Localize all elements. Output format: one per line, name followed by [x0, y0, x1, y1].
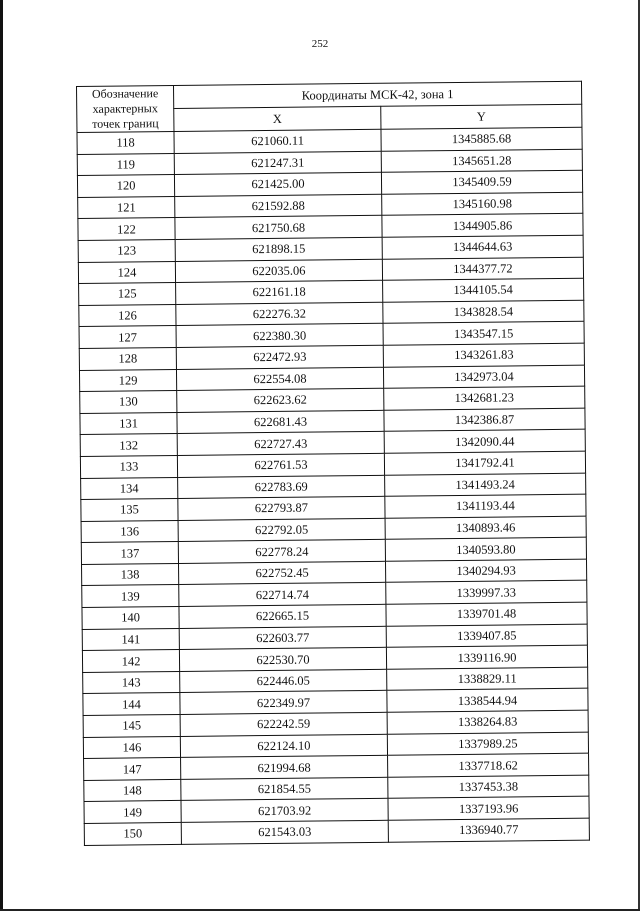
cell-y: 1339407.85: [386, 624, 587, 648]
cell-y: 1342973.04: [383, 365, 584, 389]
cell-y: 1337193.96: [388, 797, 589, 821]
cell-x: 622714.74: [179, 583, 386, 607]
cell-x: 622752.45: [179, 561, 386, 585]
cell-point: 149: [84, 801, 181, 824]
table-body: [77, 127, 589, 845]
cell-x: 622623.62: [177, 388, 384, 412]
cell-x: 621994.68: [181, 755, 388, 779]
header-x: X: [174, 106, 381, 131]
cell-y: 1337718.62: [388, 753, 589, 777]
cell-x: 621543.03: [181, 820, 388, 844]
cell-x: 622035.06: [175, 259, 382, 283]
cell-x: 622793.87: [178, 496, 385, 520]
cell-x: 622472.93: [176, 345, 383, 369]
cell-x: 622380.30: [176, 324, 383, 348]
cell-y: 1342090.44: [384, 429, 585, 453]
cell-y: 1336940.77: [388, 818, 589, 842]
cell-point: 138: [82, 563, 179, 586]
cell-y: 1344377.72: [382, 257, 583, 281]
header-coordinates: Координаты МСК-42, зона 1: [173, 81, 581, 108]
cell-x: 622276.32: [176, 302, 383, 326]
cell-x: 622778.24: [178, 540, 385, 564]
cell-y: 1340893.46: [385, 516, 586, 540]
scan-left-edge: [0, 0, 3, 911]
cell-y: 1337989.25: [387, 732, 588, 756]
cell-y: 1345409.59: [381, 170, 582, 194]
cell-point: 146: [83, 736, 180, 759]
cell-x: 621854.55: [181, 777, 388, 801]
cell-x: 622681.43: [177, 410, 384, 434]
cell-point: 150: [84, 822, 181, 845]
cell-y: 1342681.23: [384, 386, 585, 410]
cell-x: 622349.97: [180, 691, 387, 715]
cell-point: 148: [84, 779, 181, 802]
cell-point: 121: [78, 196, 175, 219]
cell-y: 1343547.15: [383, 322, 584, 346]
cell-point: 120: [77, 175, 174, 198]
cell-y: 1339997.33: [386, 581, 587, 605]
cell-point: 134: [81, 477, 178, 500]
cell-point: 128: [79, 347, 176, 370]
header-y: Y: [381, 104, 582, 129]
cell-point: 126: [79, 304, 176, 327]
cell-point: 143: [83, 671, 180, 694]
cell-point: 132: [80, 434, 177, 457]
cell-y: 1343828.54: [383, 300, 584, 324]
cell-point: 139: [82, 585, 179, 608]
cell-point: 119: [77, 153, 174, 176]
page-number: 252: [311, 38, 329, 50]
cell-x: 622603.77: [179, 626, 386, 650]
cell-x: 621247.31: [174, 151, 381, 175]
cell-y: 1343261.83: [383, 343, 584, 367]
cell-x: 622783.69: [178, 475, 385, 499]
cell-x: 622554.08: [176, 367, 383, 391]
cell-x: 622124.10: [180, 734, 387, 758]
table-row: [84, 818, 589, 845]
cell-x: 621425.00: [174, 172, 381, 196]
cell-x: 622761.53: [177, 453, 384, 477]
cell-y: 1345160.98: [382, 192, 583, 216]
cell-y: 1341493.24: [385, 473, 586, 497]
cell-point: 131: [80, 412, 177, 435]
cell-point: 123: [78, 239, 175, 262]
cell-point: 136: [81, 520, 178, 543]
cell-y: 1337453.38: [388, 775, 589, 799]
cell-point: 122: [78, 218, 175, 241]
cell-x: 622530.70: [179, 648, 386, 672]
cell-x: 622161.18: [176, 280, 383, 304]
cell-x: 622242.59: [180, 712, 387, 736]
cell-point: 147: [84, 758, 181, 781]
cell-x: 622792.05: [178, 518, 385, 542]
cell-y: 1338829.11: [387, 667, 588, 691]
cell-y: 1340593.80: [385, 537, 586, 561]
cell-x: 621750.68: [175, 216, 382, 240]
coordinates-table: [76, 81, 590, 846]
cell-point: 127: [79, 326, 176, 349]
cell-y: 1345885.68: [381, 127, 582, 151]
cell-point: 133: [80, 455, 177, 478]
cell-point: 129: [79, 369, 176, 392]
cell-y: 1340294.93: [385, 559, 586, 583]
cell-point: 118: [77, 131, 174, 154]
cell-x: 622446.05: [180, 669, 387, 693]
cell-point: 130: [80, 391, 177, 414]
cell-point: 140: [82, 607, 179, 630]
cell-point: 144: [83, 693, 180, 716]
cell-point: 135: [81, 499, 178, 522]
cell-point: 137: [81, 542, 178, 565]
cell-x: 621060.11: [174, 129, 381, 153]
cell-y: 1341193.44: [385, 494, 586, 518]
cell-x: 621703.92: [181, 799, 388, 823]
cell-x: 622727.43: [177, 432, 384, 456]
cell-x: 621592.88: [175, 194, 382, 218]
cell-x: 622665.15: [179, 604, 386, 628]
cell-y: 1342386.87: [384, 408, 585, 432]
cell-point: 125: [79, 283, 176, 306]
header-point-designation: Обозначение характерных точек границ: [77, 85, 174, 132]
cell-x: 621898.15: [175, 237, 382, 261]
cell-y: 1338544.94: [387, 689, 588, 713]
cell-y: 1344105.54: [383, 278, 584, 302]
cell-y: 1339701.48: [386, 602, 587, 626]
cell-point: 141: [82, 628, 179, 651]
cell-y: 1338264.83: [387, 710, 588, 734]
cell-y: 1339116.90: [386, 645, 587, 669]
cell-point: 145: [83, 714, 180, 737]
cell-point: 142: [82, 650, 179, 673]
cell-point: 124: [78, 261, 175, 284]
cell-y: 1345651.28: [381, 149, 582, 173]
cell-y: 1344905.86: [382, 214, 583, 238]
cell-y: 1341792.41: [384, 451, 585, 475]
cell-y: 1344644.63: [382, 235, 583, 259]
